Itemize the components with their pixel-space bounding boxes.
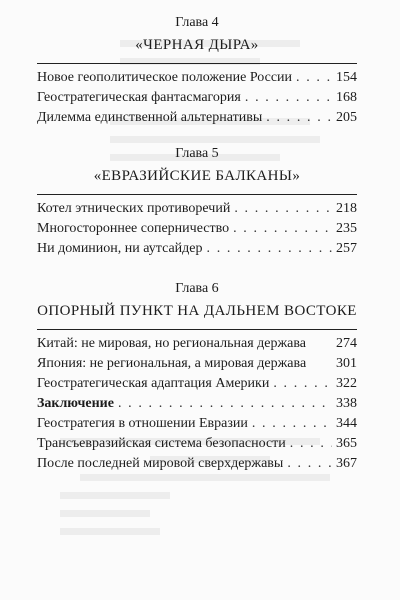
toc-entry-label: После последней мировой сверхдержавы [37,456,284,471]
toc-entry [37,414,357,434]
toc-entry-page: 367 [336,456,357,471]
leader-dots [290,434,332,454]
leader-dots [233,219,332,239]
toc-entry [37,354,357,374]
toc-entry [37,199,357,219]
leader-dots [273,374,332,394]
section-gap [37,259,357,280]
toc-entry-conclusion [37,394,357,414]
toc-entry-page: 168 [336,90,357,105]
toc-entry-label: Геостратегическая фантасмагория [37,90,241,105]
leader-dots [266,108,332,128]
toc-entry [37,434,357,454]
toc-entry-page: 365 [336,436,357,451]
chapter-rule [37,63,357,64]
toc-entry [37,108,357,128]
leader-dots [287,454,332,474]
section-gap [37,128,357,145]
toc-entry-page: 338 [336,396,357,411]
leader-dots [296,68,332,88]
toc-entry [37,88,357,108]
toc-entry-label: Дилемма единственной альтернативы [37,110,263,125]
toc-entry-page: 235 [336,221,357,236]
chapter-title: «ЧЕРНАЯ ДЫРА» [135,37,259,53]
leader-dots [234,199,332,219]
toc-entry-page: 257 [336,241,357,256]
leader-dots [118,394,332,414]
toc-entry [37,454,357,474]
leader-dots [207,239,333,259]
toc-entry [37,374,357,394]
toc-entry-label: Многостороннее соперничество [37,221,230,236]
toc-entry-page: 301 [336,356,357,371]
chapter-5 [37,145,357,259]
toc-entry [37,239,357,259]
toc-entry-page: 218 [336,201,357,216]
chapter-6 [37,280,357,394]
chapter-number: Глава 5 [175,146,219,161]
toc-entry-label: Геостратегическая адаптация Америки [37,376,270,391]
toc-entry-page: 322 [336,376,357,391]
toc-entry [37,334,357,354]
chapter-rule [37,194,357,195]
toc-entry-label: Новое геополитическое положение России [37,70,293,85]
toc-entry [37,68,357,88]
toc-entry-label: Котел этнических противоречий [37,201,231,216]
toc-entry-label: Китай: не мировая, но региональная держава [37,336,307,351]
toc-entry-page: 154 [336,70,357,85]
chapter-title: «ЕВРАЗИЙСКИЕ БАЛКАНЫ» [93,168,301,184]
chapter-title: ОПОРНЫЙ ПУНКТ НА ДАЛЬНЕМ ВОСТОКЕ [37,303,357,319]
toc-entry-label: Япония: не региональная, а мировая держава [37,356,307,371]
toc-entry-page: 274 [336,336,357,351]
toc-entry-page: 205 [336,110,357,125]
chapter-number: Глава 6 [175,281,219,296]
toc-entry-label: Заключение [37,396,114,411]
toc-entry-label: Ни доминион, ни аутсайдер [37,241,203,256]
closing-sections [37,394,357,474]
toc-entry-label: Трансъевразийская система безопасности [37,436,286,451]
toc-entry-page: 344 [336,416,357,431]
leader-dots [252,414,332,434]
leader-dots [245,88,332,108]
chapter-4 [37,14,357,128]
chapter-number: Глава 4 [175,15,219,30]
table-of-contents [37,14,357,474]
toc-entry [37,219,357,239]
chapter-rule [37,329,357,330]
toc-entry-label: Геостратегия в отношении Евразии [37,416,248,431]
